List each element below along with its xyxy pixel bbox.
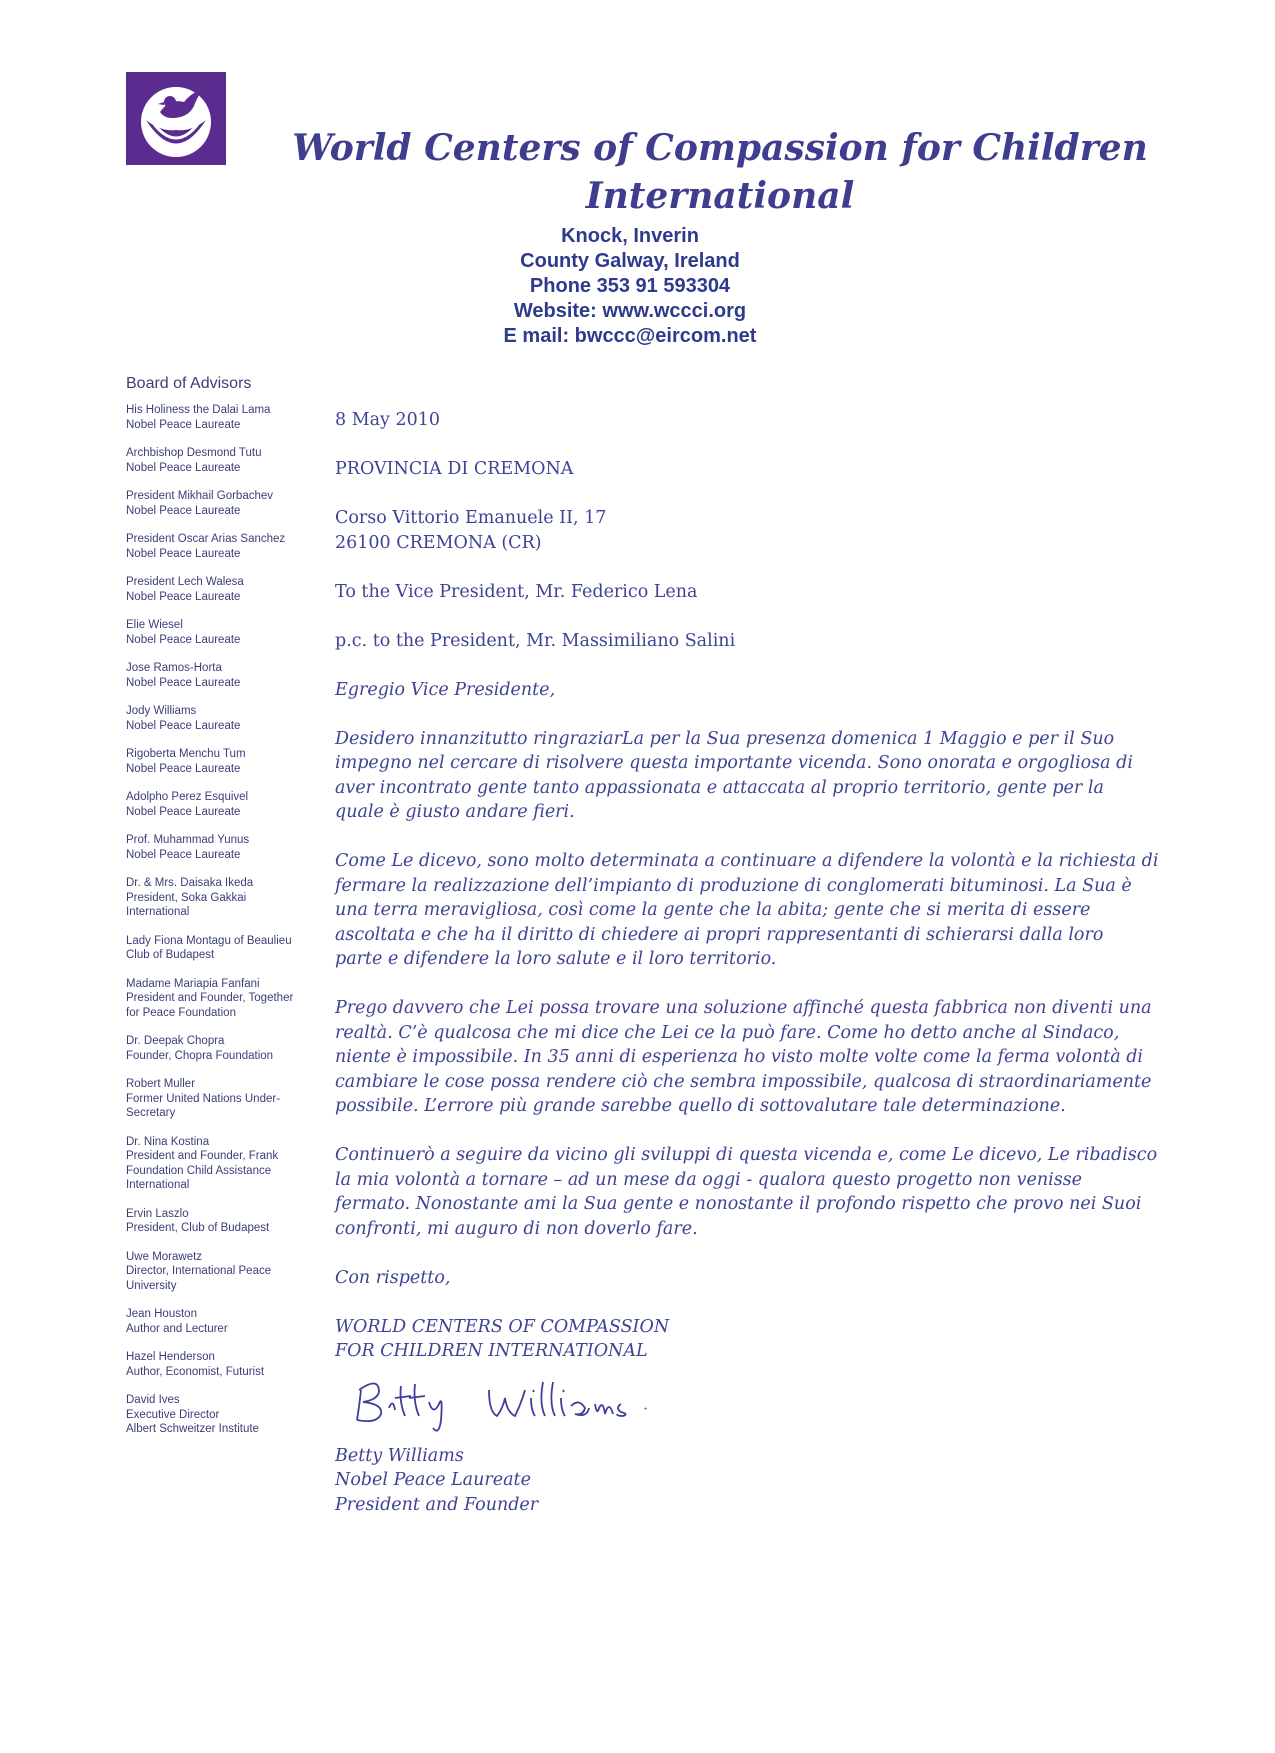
advisor-name: Elie Wiesel (126, 619, 183, 631)
advisor-entry (126, 618, 316, 647)
salutation: Egregio Vice Presidente, (335, 679, 556, 700)
advisor-name: Dr. & Mrs. Daisaka Ikeda (126, 877, 254, 889)
paragraph-line: la mia volontà a tornare – ad un mese da oggi - qualora questo progetto non venisse (335, 1169, 1083, 1190)
advisor-name: Jose Ramos-Horta (126, 662, 222, 674)
advisor-title: Author and Lecturer (126, 1322, 228, 1335)
advisor-title: Nobel Peace Laureate (126, 504, 241, 517)
paragraph-line: ascoltata e che ha il diritto di chiedere ai propri rappresentanti di schierarsi dalla loro (335, 924, 1104, 945)
advisor-name: David Ives (126, 1394, 180, 1406)
board-of-advisors (126, 375, 316, 1451)
advisor-title: Director, International Peace (126, 1265, 272, 1277)
advisor-list (126, 403, 316, 1437)
signing-organization-line: WORLD CENTERS OF COMPASSION (335, 1316, 670, 1337)
signing-organization (335, 1315, 1135, 1364)
email: E mail: bwccc@eircom.net (503, 325, 757, 347)
advisor-name: Adolpho Perez Esquivel (126, 791, 249, 803)
organization-logo (126, 72, 226, 165)
letter-paragraphs (335, 727, 1159, 1242)
advisor-entry (126, 1350, 316, 1379)
paragraph-line: una terra meravigliosa, così come la gente che la abita; gente che si merita di essere (335, 900, 1091, 920)
advisor-entry (126, 977, 316, 1021)
letter-paragraph (335, 1143, 1158, 1241)
advisor-title: International (126, 1179, 190, 1191)
advisor-entry (126, 1307, 316, 1336)
advisor-title: President and Founder, Together (126, 992, 294, 1004)
letter-paragraph (335, 727, 1135, 825)
paragraph-line: Come Le dicevo, sono molto determinata a continuare a difendere la volontà e la richiesta di (335, 851, 1159, 871)
advisor-entry (126, 1077, 316, 1121)
advisor-name: Jean Houston (126, 1308, 197, 1320)
advisor-name: Prof. Muhammad Yunus (126, 834, 250, 846)
signer-title: Nobel Peace Laureate (335, 1470, 531, 1490)
advisor-entry (126, 1250, 316, 1294)
recipient-city: 26100 CREMONA (CR) (335, 532, 542, 553)
advisor-name: Lady Fiona Montagu of Beaulieu (126, 934, 292, 947)
advisor-name: Hazel Henderson (126, 1351, 215, 1363)
paragraph-line: confronti, mi auguro di non doverlo fare. (335, 1218, 698, 1239)
advisor-title: Albert Schweitzer Institute (126, 1423, 259, 1435)
advisor-entry (126, 661, 316, 690)
paragraph-line: parte e difendere la loro salute e il loro territorio. (335, 949, 777, 969)
advisor-entry (126, 1135, 316, 1193)
advisor-entry (126, 1034, 316, 1063)
advisor-title: Author, Economist, Futurist (126, 1365, 265, 1378)
advisor-title: Nobel Peace Laureate (126, 719, 241, 732)
paragraph-line: niente è impossibile. In 35 anni di esperienza ho visto molte volte come la ferma volontà di (335, 1047, 1144, 1067)
advisor-title: Club of Budapest (126, 949, 215, 961)
signature-image (349, 1368, 709, 1438)
advisor-title: Nobel Peace Laureate (126, 461, 241, 474)
signing-organization-line: FOR CHILDREN INTERNATIONAL (335, 1341, 648, 1361)
paragraph-line: quale è giusto andare fieri. (335, 802, 575, 822)
advisor-entry (126, 489, 316, 518)
advisor-title: Executive Director (126, 1408, 220, 1421)
letter-to: To the Vice President, Mr. Federico Lena (335, 581, 698, 602)
advisor-name: Dr. Deepak Chopra (126, 1035, 225, 1047)
advisor-name: Robert Muller (126, 1078, 196, 1090)
advisor-title: Nobel Peace Laureate (126, 848, 241, 861)
address-line: County Galway, Ireland (520, 250, 740, 272)
advisor-name: President Lech Walesa (126, 576, 244, 588)
letter-paragraph (335, 849, 1159, 972)
letter-cc: p.c. to the President, Mr. Massimiliano Salini (335, 630, 736, 651)
paragraph-line: impegno nel cercare di risolvere questa importante vicenda. Sono onorata e orgogliosa di (335, 753, 1133, 773)
advisor-title: Nobel Peace Laureate (126, 418, 241, 431)
advisor-entry (126, 934, 316, 963)
advisor-name: Rigoberta Menchu Tum (126, 748, 246, 760)
handwritten-signature (335, 1368, 1135, 1438)
advisor-title: Secretary (126, 1107, 176, 1119)
advisor-title: Foundation Child Assistance (126, 1164, 272, 1177)
advisor-name: His Holiness the Dalai Lama (126, 404, 271, 416)
organization-name (240, 124, 1200, 220)
advisor-entry (126, 790, 316, 819)
advisor-name: Ervin Laszlo (126, 1207, 189, 1220)
advisor-title: Former United Nations Under- (126, 1092, 281, 1105)
recipient-address (335, 506, 1135, 555)
advisor-title: University (126, 1279, 177, 1292)
advisor-entry (126, 833, 316, 862)
advisor-entry (126, 1393, 316, 1437)
website: Website: www.wccci.org (513, 300, 747, 322)
advisor-title: Nobel Peace Laureate (126, 762, 241, 775)
advisor-entry (126, 1207, 316, 1236)
dove-nest-icon (126, 72, 226, 165)
letter-paragraph (335, 996, 1152, 1119)
advisor-entry (126, 532, 316, 561)
board-heading: Board of Advisors (126, 375, 252, 392)
advisor-name: Madame Mariapia Fanfani (126, 977, 260, 990)
advisor-entry (126, 403, 316, 432)
advisor-title: Nobel Peace Laureate (126, 633, 241, 646)
advisor-entry (126, 876, 316, 920)
advisor-entry (126, 446, 316, 475)
advisor-title: Nobel Peace Laureate (126, 805, 241, 818)
advisor-entry (126, 747, 316, 776)
letter-date: 8 May 2010 (335, 410, 441, 430)
paragraph-line: Continuerò a seguire da vicino gli sviluppi di questa vicenda e, come Le dicevo, Le ribadisco (335, 1145, 1158, 1165)
advisor-name: President Oscar Arias Sanchez (126, 533, 286, 545)
advisor-name: President Mikhail Gorbachev (126, 490, 274, 502)
advisor-name: Dr. Nina Kostina (126, 1135, 210, 1148)
signer-role: President and Founder (335, 1494, 539, 1515)
advisor-title: Nobel Peace Laureate (126, 676, 241, 689)
letter-body (335, 408, 1159, 1542)
advisor-title: Founder, Chopra Foundation (126, 1049, 274, 1062)
advisor-title: President and Founder, Frank (126, 1150, 279, 1162)
advisor-title: Nobel Peace Laureate (126, 590, 241, 603)
paragraph-line: realtà. C’è qualcosa che mi dice che Lei ce la può fare. Come ho detto anche al Sindaco, (335, 1022, 1120, 1043)
advisor-title: International (126, 906, 190, 918)
organization-name-line1: World Centers of Compassion for Children (292, 127, 1148, 169)
paragraph-line: possibile. L’errore più grande sarebbe quello di sottovalutare tale determinazione. (335, 1096, 1066, 1116)
closing: Con rispetto, (335, 1267, 451, 1288)
organization-name-line2: International (585, 175, 855, 217)
paragraph-line: Desidero innanzitutto ringraziarLa per la Sua presenza domenica 1 Maggio e per il Suo (335, 728, 1115, 749)
advisor-name: Jody Williams (126, 705, 197, 717)
paragraph-line: aver incontrato gente tanto appassionata e attaccata al proprio territorio, gente per la (335, 777, 1104, 798)
recipient-name: PROVINCIA DI CREMONA (335, 459, 574, 479)
paragraph-line: fermare la realizzazione dell’impianto di produzione di conglomerati bituminosi. La Sua è (335, 875, 1132, 896)
paragraph-line: cambiare le cose possa rendere ciò che sembra impossibile, qualcosa di straordinariamente (335, 1071, 1152, 1092)
signer-name: Betty Williams (335, 1445, 464, 1466)
advisor-title: Nobel Peace Laureate (126, 547, 241, 560)
address-line: Knock, Inverin (561, 225, 699, 247)
advisor-name: Uwe Morawetz (126, 1250, 203, 1263)
paragraph-line: Prego davvero che Lei possa trovare una soluzione affinché questa fabbrica non diventi una (335, 998, 1152, 1018)
advisor-entry (126, 575, 316, 604)
advisor-name: Archbishop Desmond Tutu (126, 447, 262, 459)
paragraph-line: fermato. Nonostante ami la Sua gente e nonostante il profondo rispetto che provo nei Suoi (335, 1194, 1142, 1214)
advisor-title: President, Soka Gakkai (126, 891, 247, 904)
advisor-title: for Peace Foundation (126, 1006, 236, 1019)
organization-address (420, 224, 840, 349)
phone-number: Phone 353 91 593304 (529, 275, 731, 297)
advisor-entry (126, 704, 316, 733)
advisor-title: President, Club of Budapest (126, 1222, 270, 1234)
recipient-street: Corso Vittorio Emanuele II, 17 (335, 508, 607, 528)
signer-block (335, 1444, 1135, 1518)
